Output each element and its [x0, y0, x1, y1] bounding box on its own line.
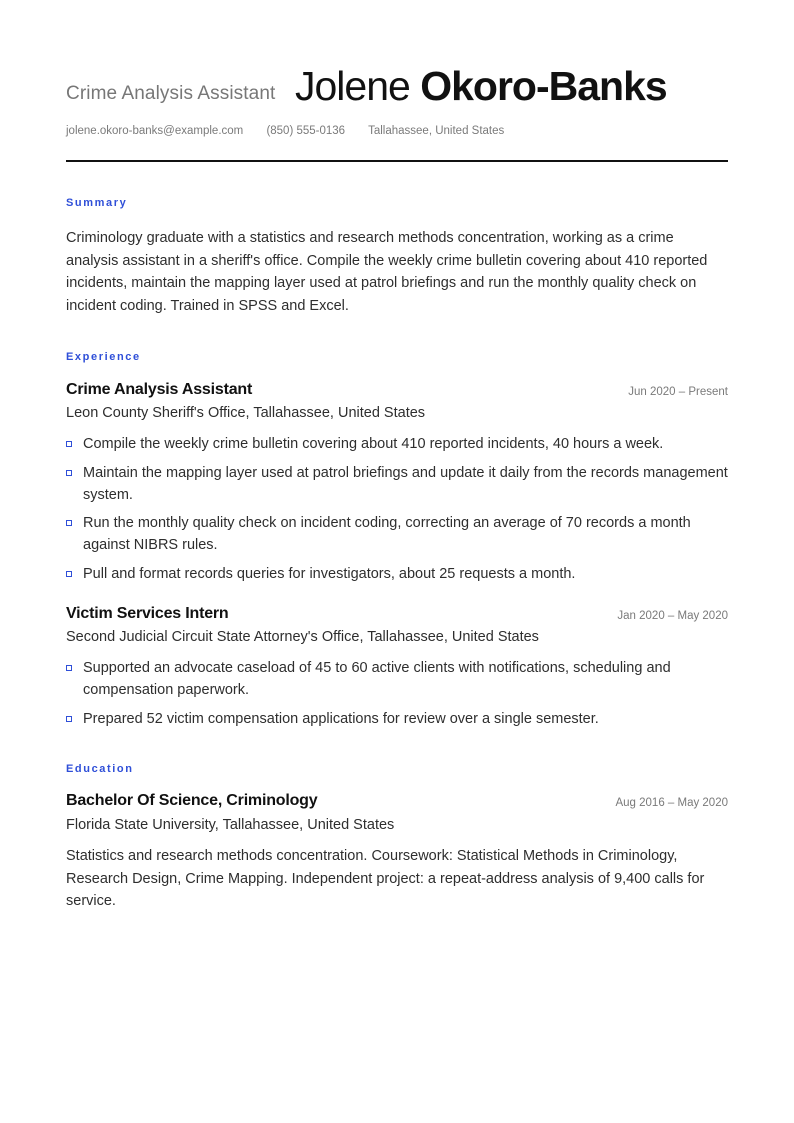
- job-bullet-text: Maintain the mapping layer used at patrol briefings and update it daily from the records management system.: [83, 464, 728, 503]
- bullet-square-icon: [66, 716, 72, 722]
- job-bullet: [66, 708, 728, 730]
- resume-header: [66, 62, 728, 112]
- contact-location: Tallahassee, United States: [368, 125, 505, 137]
- job-bullet: [66, 512, 728, 556]
- job-bullet: [66, 563, 728, 585]
- job-organization: Second Judicial Circuit State Attorney's Office, Tallahassee, United States: [66, 629, 539, 645]
- contact-phone[interactable]: (850) 555-0136: [266, 125, 346, 137]
- summary-text: Criminology graduate with a statistics and research methods concentration, working as a crime analysis assistant in a sheriff's office. Compile the weekly crime bulletin covering about 410 reported incidents, maintain the mapping layer used at patrol briefings and run the monthly quality check on incident coding. Trained in SPSS and Excel.: [66, 230, 708, 314]
- bullet-square-icon: [66, 665, 72, 671]
- job-bullet: [66, 433, 728, 455]
- education-heading: Education: [66, 763, 134, 775]
- job-title: Crime Analysis Assistant: [66, 381, 253, 398]
- job-bullet-text: Prepared 52 victim compensation applications for review over a single semester.: [83, 710, 599, 727]
- job-bullet: [66, 657, 728, 701]
- job-bullet-list: [66, 433, 728, 591]
- job-bullet-text: Compile the weekly crime bulletin covering about 410 reported incidents, 40 hours a week.: [83, 436, 664, 452]
- job-bullet: [66, 462, 728, 506]
- job-dates: Jan 2020 – May 2020: [617, 610, 728, 622]
- bullet-square-icon: [66, 441, 72, 447]
- job-dates: Jun 2020 – Present: [628, 386, 728, 398]
- bullet-square-icon: [66, 571, 72, 577]
- job-title: Victim Services Intern: [66, 605, 229, 622]
- header-role: Crime Analysis Assistant: [66, 83, 276, 104]
- first-name: Jolene: [295, 63, 410, 109]
- job-bullet-text: Supported an advocate caseload of 45 to 60 active clients with notifications, scheduling and compensation paperwork.: [83, 660, 671, 698]
- job-organization: Leon County Sheriff's Office, Tallahassee, United States: [66, 405, 426, 421]
- contact-email[interactable]: jolene.okoro-banks@example.com: [66, 125, 244, 137]
- job-bullet-text: Pull and format records queries for investigators, about 25 requests a month.: [83, 565, 576, 582]
- candidate-name: [295, 63, 667, 110]
- header-divider: [66, 160, 728, 162]
- degree-title: Bachelor Of Science, Criminology: [66, 792, 318, 809]
- last-name: Okoro-Banks: [420, 63, 667, 109]
- job-bullet-text: Run the monthly quality check on incident coding, correcting an average of 70 records a month against NIBRS rules.: [83, 515, 691, 553]
- bullet-square-icon: [66, 520, 72, 526]
- school-name: Florida State University, Tallahassee, United States: [66, 817, 395, 833]
- education-dates: Aug 2016 – May 2020: [615, 797, 728, 809]
- education-text: Statistics and research methods concentration. Coursework: Statistical Methods in Criminology, Research Design, Crime Mapping. Independent project: a repeat-address analysis of 9,400 calls for service.: [66, 848, 705, 909]
- job-bullet-list: [66, 657, 728, 736]
- experience-heading: Experience: [66, 351, 141, 363]
- bullet-square-icon: [66, 470, 72, 476]
- contact-line: [66, 125, 524, 137]
- summary-heading: Summary: [66, 197, 128, 209]
